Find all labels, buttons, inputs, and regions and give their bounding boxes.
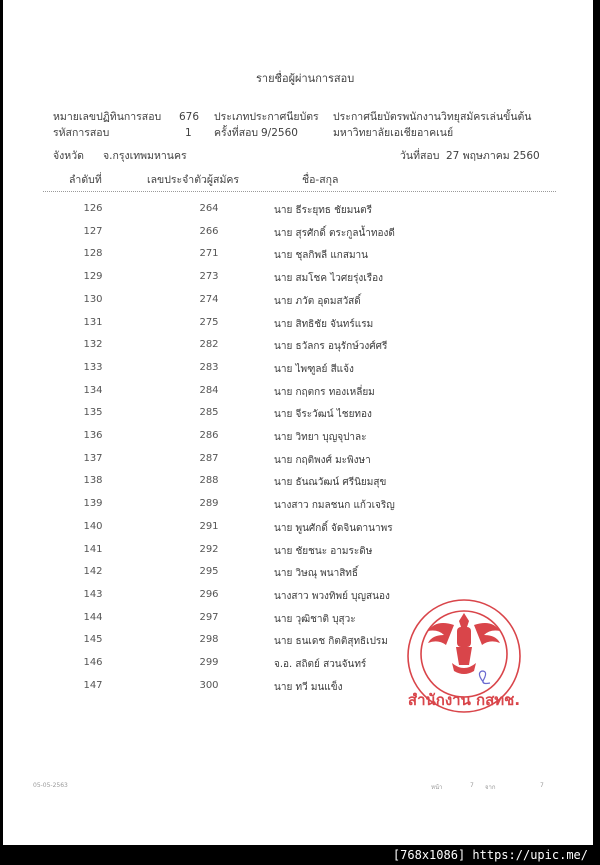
row-number: 137 bbox=[83, 452, 103, 464]
applicant-id: 297 bbox=[199, 611, 219, 623]
row-number: 145 bbox=[83, 634, 103, 646]
applicant-name: นาย ชัยชนะ อามระดิษ bbox=[274, 545, 373, 557]
table-row bbox=[3, 226, 593, 246]
page-number: 7 bbox=[470, 782, 474, 789]
exam-round-value: 9/2560 bbox=[261, 127, 298, 139]
applicant-name: นางสาว พวงทิพย์ บุญสนอง bbox=[274, 590, 390, 602]
table-row bbox=[3, 544, 593, 564]
applicant-name: นาย วุฒิชาติ บุสุวะ bbox=[274, 613, 356, 625]
row-number: 127 bbox=[83, 225, 103, 237]
image-watermark: [768x1086] https://upic.me/ bbox=[392, 848, 588, 862]
applicant-id: 291 bbox=[199, 520, 219, 532]
table-row bbox=[3, 521, 593, 541]
garuda-emblem-icon bbox=[428, 613, 500, 674]
applicant-name: นาย สมโชค ไวศยรุ่งเรือง bbox=[274, 273, 383, 285]
row-number: 144 bbox=[83, 611, 103, 623]
signature-mark bbox=[479, 671, 490, 684]
row-number: 143 bbox=[83, 588, 103, 600]
header-divider bbox=[43, 191, 556, 192]
applicant-id: 275 bbox=[199, 316, 219, 328]
table-row bbox=[3, 430, 593, 450]
row-number: 134 bbox=[83, 384, 103, 396]
print-date: 05-05-2563 bbox=[33, 782, 68, 789]
applicant-name: นาย ทวี มนแข็ง bbox=[274, 681, 343, 693]
cert-type-label: ประเภทประกาศนียบัตร bbox=[214, 111, 319, 123]
table-row bbox=[3, 339, 593, 359]
table-row bbox=[3, 453, 593, 473]
table-row bbox=[3, 248, 593, 268]
exam-code-label: รหัสการสอบ bbox=[53, 127, 110, 139]
table-row bbox=[3, 475, 593, 495]
applicant-id: 266 bbox=[199, 225, 219, 237]
column-header-name: ชื่อ-สกุล bbox=[302, 174, 339, 186]
applicant-id: 298 bbox=[199, 634, 219, 646]
table-row bbox=[3, 294, 593, 314]
applicant-name: นาย กฤตกร ทองเหลี่ยม bbox=[274, 386, 375, 398]
applicant-id: 273 bbox=[199, 271, 219, 283]
exam-date-label: วันที่สอบ bbox=[400, 150, 440, 162]
cert-type-value: ประกาศนียบัตรพนักงานวิทยุสมัครเล่นขั้นต้น bbox=[333, 111, 532, 123]
column-header-applicant-id: เลขประจำตัวผู้สมัคร bbox=[147, 174, 240, 186]
applicant-name: นาย พูนศักดิ์ จัดจินดานาพร bbox=[274, 522, 393, 534]
table-row bbox=[3, 271, 593, 291]
province-label: จังหวัด bbox=[53, 150, 84, 162]
row-number: 135 bbox=[83, 407, 103, 419]
applicant-name: นาย วิทยา บุญจุปาละ bbox=[274, 432, 367, 443]
applicant-name: นาย ธนเดช กิตติสุทธิเปรม bbox=[274, 636, 388, 648]
row-number: 131 bbox=[83, 316, 103, 328]
applicant-name: นาย ธันณวัฒน์ ศรีนิยมสุข bbox=[274, 477, 387, 489]
row-number: 128 bbox=[83, 248, 103, 260]
table-row bbox=[3, 407, 593, 427]
applicant-name: นาย กฤติพงศ์ มะพิงษา bbox=[274, 454, 371, 466]
applicant-id: 292 bbox=[199, 543, 219, 555]
applicant-name: จ.อ. สถิตย์ สวนจันทร์ bbox=[274, 659, 367, 670]
row-number: 129 bbox=[83, 271, 103, 283]
page-label: หน้า bbox=[431, 784, 443, 791]
applicant-name: นาย ภวัต อุดมสวัสดิ์ bbox=[274, 295, 361, 307]
row-number: 140 bbox=[83, 520, 103, 532]
row-number: 136 bbox=[83, 430, 103, 441]
table-row bbox=[3, 498, 593, 518]
exam-round-label: ครั้งที่สอบ bbox=[214, 127, 259, 139]
applicant-id: 286 bbox=[199, 430, 219, 441]
applicant-name: นาย ธีระยุทธ ชัยมนตรี bbox=[274, 205, 373, 216]
column-header-no: ลำดับที่ bbox=[69, 174, 102, 186]
row-number: 130 bbox=[83, 293, 103, 305]
applicant-name: นาย ธวัลกร อนุรักษ์วงศ์ศรี bbox=[274, 341, 388, 353]
province-value: จ.กรุงเทพมหานคร bbox=[103, 150, 187, 162]
office-seal-stamp bbox=[400, 597, 528, 715]
row-number: 138 bbox=[83, 475, 103, 487]
applicant-id: 264 bbox=[199, 203, 219, 214]
applicant-id: 295 bbox=[199, 566, 219, 578]
applicant-id: 289 bbox=[199, 498, 219, 510]
row-number: 142 bbox=[83, 566, 103, 578]
row-number: 132 bbox=[83, 339, 103, 351]
row-number: 139 bbox=[83, 498, 103, 510]
applicant-name: นาย วิษณุ พนาสิทธิ์ bbox=[274, 568, 358, 580]
exam-calendar-label: หมายเลขปฏิทินการสอบ bbox=[53, 111, 162, 123]
applicant-name: นางสาว กมลชนก แก้วเจริญ bbox=[274, 500, 395, 512]
applicant-name: นาย ชุลกิพลี แกสมาน bbox=[274, 250, 369, 262]
table-row bbox=[3, 566, 593, 586]
applicant-id: 300 bbox=[199, 679, 219, 691]
row-number: 146 bbox=[83, 657, 103, 668]
applicant-id: 299 bbox=[199, 657, 219, 668]
exam-date-value: 27 พฤษภาคม 2560 bbox=[446, 150, 540, 162]
table-row bbox=[3, 317, 593, 337]
applicant-id: 287 bbox=[199, 452, 219, 464]
row-number: 141 bbox=[83, 543, 103, 555]
applicant-id: 271 bbox=[199, 248, 219, 260]
applicant-id: 274 bbox=[199, 293, 219, 305]
row-number: 133 bbox=[83, 361, 103, 373]
exam-code-value: 1 bbox=[185, 127, 192, 139]
table-row bbox=[3, 385, 593, 405]
table-row bbox=[3, 203, 593, 223]
exam-venue: มหาวิทยาลัยเอเชียอาคเนย์ bbox=[333, 127, 454, 139]
document-page bbox=[3, 0, 593, 845]
row-number: 147 bbox=[83, 679, 103, 691]
exam-calendar-value: 676 bbox=[179, 111, 200, 123]
page-total: 7 bbox=[540, 782, 544, 789]
applicant-name: นาย สิทธิชัย จันทร์แรม bbox=[274, 318, 374, 330]
seal-text: สำนักงาน กสทช. bbox=[407, 691, 521, 709]
applicant-id: 284 bbox=[199, 384, 219, 396]
page-of-label: จาก bbox=[485, 784, 496, 791]
applicant-id: 282 bbox=[199, 339, 219, 351]
applicant-id: 296 bbox=[199, 588, 219, 600]
applicant-id: 285 bbox=[199, 407, 219, 419]
applicant-id: 283 bbox=[199, 361, 219, 373]
applicant-name: นาย จีระวัฒน์ ไชยทอง bbox=[274, 409, 372, 421]
row-number: 126 bbox=[83, 203, 103, 214]
applicant-name: นาย สุรศักดิ์ ตระกูลน้ำทองดี bbox=[274, 227, 395, 239]
document-title: รายชื่อผู้ผ่านการสอบ bbox=[256, 72, 355, 85]
table-row bbox=[3, 362, 593, 382]
applicant-id: 288 bbox=[199, 475, 219, 487]
applicant-name: นาย ไพฑูลย์ สีแจ้ง bbox=[274, 363, 354, 375]
